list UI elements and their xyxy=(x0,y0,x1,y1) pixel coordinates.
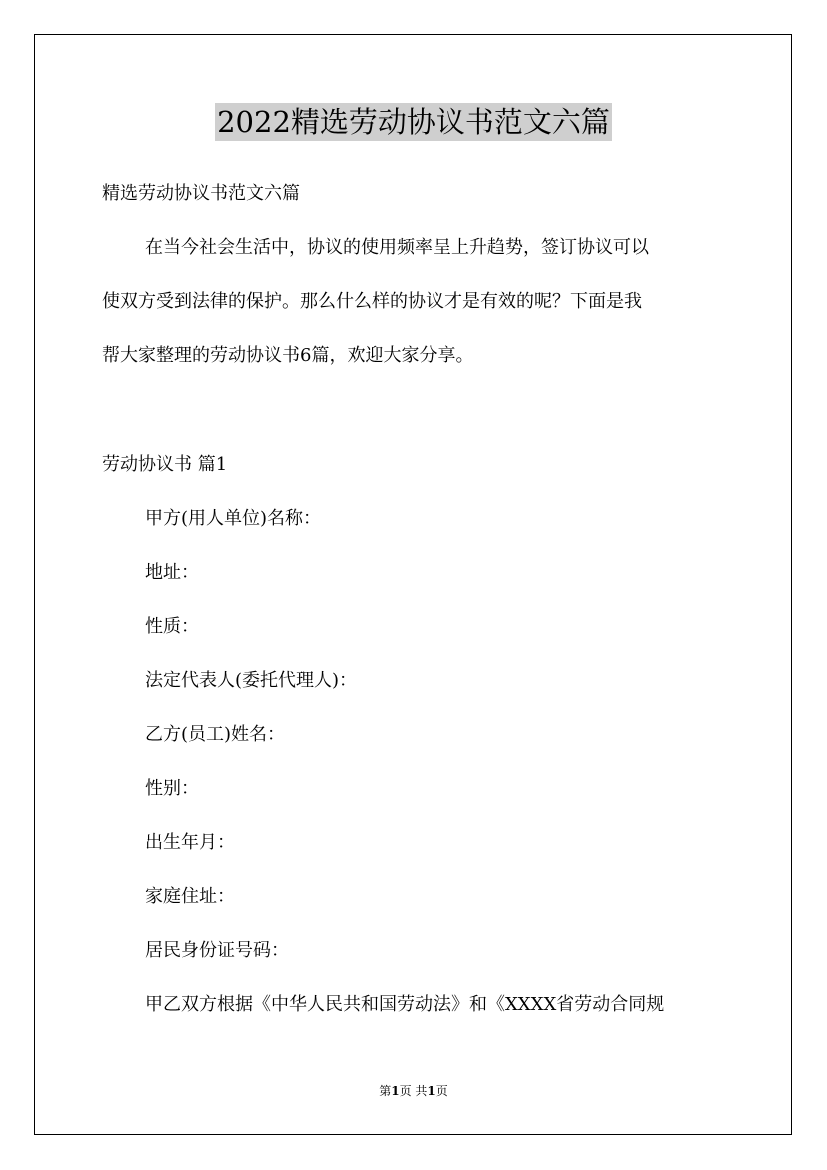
intro-line-1: 在当今社会生活中，协议的使用频率呈上升趋势，签订协议可以 xyxy=(145,237,649,258)
field-address: 地址： xyxy=(145,562,199,583)
intro-line-3: 帮大家整理的劳动协议书6篇，欢迎大家分享。 xyxy=(102,345,474,366)
field-legal-representative: 法定代表人(委托代理人)： xyxy=(145,670,358,691)
footer-page-total: 1 xyxy=(427,1084,436,1098)
footer-mid: 页 共 xyxy=(399,1084,428,1098)
field-home-address: 家庭住址： xyxy=(145,886,235,907)
field-employer-name: 甲方(用人单位)名称： xyxy=(145,508,322,529)
field-nature: 性质： xyxy=(145,616,199,637)
document-title: 2022精选劳动协议书范文六篇 xyxy=(217,105,610,139)
footer-prefix: 第 xyxy=(379,1084,392,1098)
body-text-line: 甲乙双方根据《中华人民共和国劳动法》和《XXXX省劳动合同规 xyxy=(145,994,665,1015)
field-birth-date: 出生年月： xyxy=(145,832,235,853)
footer-suffix: 页 xyxy=(435,1084,448,1098)
document-subtitle: 精选劳动协议书范文六篇 xyxy=(102,183,300,204)
field-gender: 性别： xyxy=(145,778,199,799)
section-heading: 劳动协议书 篇1 xyxy=(102,454,228,475)
field-id-number: 居民身份证号码： xyxy=(145,940,289,961)
field-employee-name: 乙方(员工)姓名： xyxy=(145,724,286,745)
intro-line-2: 使双方受到法律的保护。那么什么样的协议才是有效的呢？下面是我 xyxy=(102,291,642,312)
footer-page-number: 1 xyxy=(391,1084,400,1098)
page-footer xyxy=(0,1083,827,1099)
title-container xyxy=(0,103,827,141)
